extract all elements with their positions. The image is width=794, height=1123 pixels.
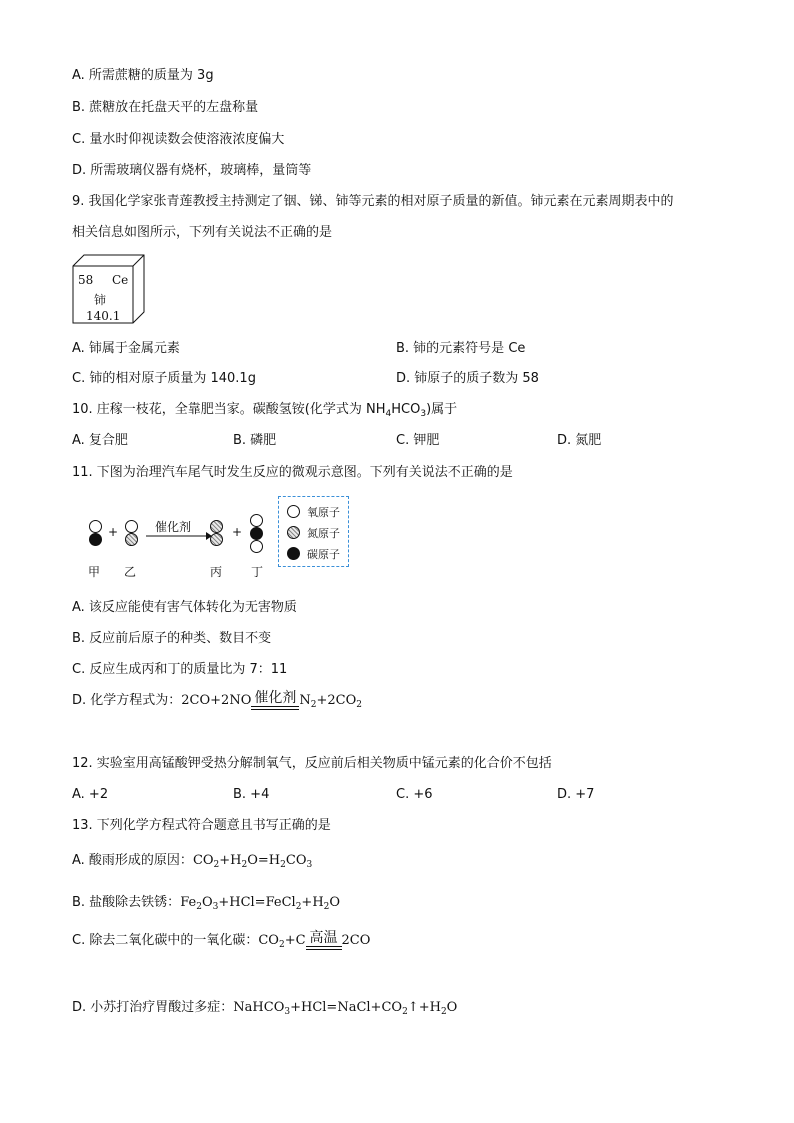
q12-option-a: A. +2	[72, 787, 109, 802]
legend-nitrogen-icon	[287, 526, 300, 539]
q13-option-d: D. 小苏打治疗胃酸过多症：$NaHCO_3+HCl=NaCl+CO_2↑+H_2O$	[72, 1000, 458, 1017]
q9-stem-line2: 相关信息如图所示，下列有关说法不正确的是	[72, 225, 333, 240]
q13-a-equation: $CO_2+H_2O=H_2CO_3$	[192, 853, 313, 870]
q9-option-a: A. 铈属于金属元素	[72, 341, 180, 356]
q11-equation-arrow: 催化剂	[251, 690, 299, 715]
q12-option-b: B. +4	[233, 787, 270, 802]
gas-arrow-icon: ↑	[407, 1000, 419, 1015]
q11-option-c: C. 反应生成丙和丁的质量比为 7：11	[72, 662, 288, 677]
jia-carbon-atom	[89, 533, 102, 546]
q10-option-b: B. 磷肥	[233, 433, 277, 448]
q13-d-equation: $NaHCO_3+HCl=NaCl+CO_2↑+H_2O$	[233, 1000, 458, 1017]
q10-option-a: A. 复合肥	[72, 433, 128, 448]
element-symbol: Ce	[112, 273, 129, 287]
q13-c-equation-rhs: 2CO	[341, 933, 371, 948]
q13-stem: 13. 下列化学方程式符合题意且书写正确的是	[72, 818, 331, 833]
q8-option-b: B. 蔗糖放在托盘天平的左盘称量	[72, 100, 259, 115]
q13-c-equation-lhs: $CO_2+C$	[258, 933, 306, 950]
q13-option-b: B. 盐酸除去铁锈：$Fe_2O_3+HCl=FeCl_2+H_2O$	[72, 895, 341, 912]
q12-option-d: D. +7	[557, 787, 595, 802]
q10-option-c: C. 钾肥	[396, 433, 440, 448]
q13-option-a: A. 酸雨形成的原因：$CO_2+H_2O=H_2CO_3$	[72, 853, 313, 870]
q12-stem: 12. 实验室用高锰酸钾受热分解制氧气，反应前后相关物质中锰元素的化合价不包括	[72, 756, 552, 771]
label-jia: 甲	[88, 565, 101, 579]
q11-equation-lhs: 2CO+2NO	[181, 693, 252, 708]
q11-option-a: A. 该反应能使有害气体转化为无害物质	[72, 600, 297, 615]
element-number: 58	[78, 273, 94, 287]
bing-nitrogen-atom-2	[210, 533, 223, 546]
q12-option-c: C. +6	[396, 787, 433, 802]
ding-carbon-atom	[250, 527, 263, 540]
bing-nitrogen-atom-1	[210, 520, 223, 533]
q11-option-d: D. 化学方程式为：2CO+2NO 催化剂 $N_2+2CO_2$	[72, 690, 362, 715]
legend-oxygen-icon	[287, 505, 300, 518]
legend-carbon-icon	[287, 547, 300, 560]
ding-oxygen-atom-1	[250, 514, 263, 527]
atom-legend: 氧原子 氮原子 碳原子	[278, 496, 349, 567]
label-bing: 丙	[210, 565, 223, 579]
q10-option-d: D. 氮肥	[557, 433, 602, 448]
yi-nitrogen-atom	[125, 533, 138, 546]
label-ding: 丁	[251, 565, 264, 579]
plus-sign-2: +	[232, 525, 243, 539]
label-yi: 乙	[124, 565, 137, 579]
q13-b-equation: $Fe_2O_3+HCl=FeCl_2+H_2O$	[180, 895, 341, 912]
q11-equation-rhs: $N_2+2CO_2$	[299, 693, 362, 710]
q10-stem: 10. 庄稼一枝花，全靠肥当家。碳酸氢铵(化学式为 $NH_4HCO_3$)属于	[72, 402, 458, 419]
jia-oxygen-atom	[89, 520, 102, 533]
q13-option-c: C. 除去二氧化碳中的一氧化碳：$CO_2+C$ 高温 2CO	[72, 930, 370, 955]
element-mass: 140.1	[86, 309, 121, 323]
catalyst-label: 催化剂	[155, 520, 192, 534]
plus-sign-1: +	[108, 525, 119, 539]
element-card	[72, 254, 144, 324]
q8-option-a: A. 所需蔗糖的质量为 3g	[72, 68, 214, 83]
q11-option-b: B. 反应前后原子的种类、数目不变	[72, 631, 272, 646]
yi-oxygen-atom	[125, 520, 138, 533]
q9-option-c: C. 铈的相对原子质量为 140.1g	[72, 371, 256, 386]
q9-option-b: B. 铈的元素符号是 Ce	[396, 341, 526, 356]
reaction-arrow	[146, 531, 212, 541]
q8-option-c: C. 量水时仰视读数会使溶液浓度偏大	[72, 132, 285, 147]
q11-stem: 11. 下图为治理汽车尾气时发生反应的微观示意图。下列有关说法不正确的是	[72, 465, 513, 480]
q9-option-d: D. 铈原子的质子数为 58	[396, 371, 539, 386]
q13-c-equation-arrow: 高温	[306, 930, 342, 955]
element-name: 铈	[94, 293, 107, 307]
q8-option-d: D. 所需玻璃仪器有烧杯，玻璃棒，量筒等	[72, 163, 312, 178]
ding-oxygen-atom-2	[250, 540, 263, 553]
q9-stem-line1: 9. 我国化学家张青莲教授主持测定了铟、锑、铈等元素的相对原子质量的新值。铈元素在元素周期表中的	[72, 194, 674, 209]
